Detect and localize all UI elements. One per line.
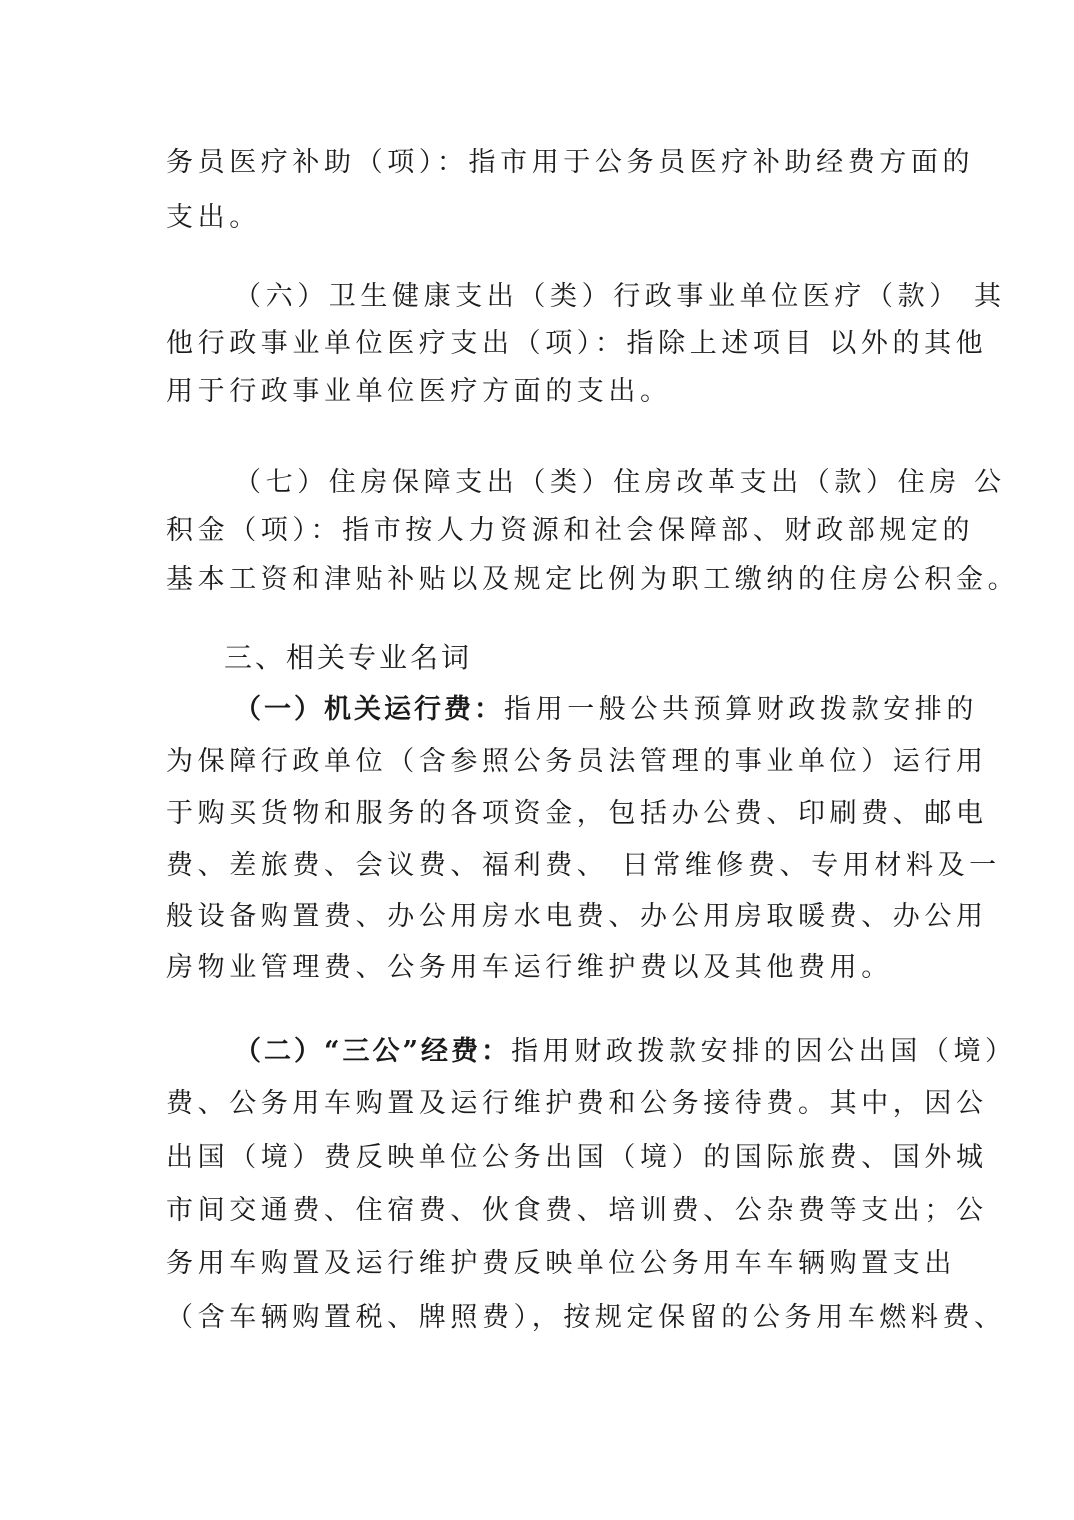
item-one-first-text: 指用一般公共预算财政拨款安排的 [504, 694, 978, 725]
paragraph-line: 务员医疗补助（项）：指市用于公务员医疗补助经费方面的 [166, 147, 975, 178]
item-two-label: （二）“三公”经费： [234, 1036, 512, 1067]
paragraph-line: 用于行政事业单位医疗方面的支出。 [166, 376, 672, 407]
paragraph-line: （七）住房保障支出（类）住房改革支出（款）住房 公 [234, 467, 1006, 498]
paragraph-line: 房物业管理费、公务用车运行维护费以及其他费用。 [166, 952, 893, 983]
paragraph-line: 他行政事业单位医疗支出（项）：指除上述项目 以外的其他 [166, 328, 988, 359]
paragraph-line: 基本工资和津贴补贴以及规定比例为职工缴纳的住房公积金。 [166, 564, 1020, 595]
item-two-first-text: 指用财政拨款安排的因公出国（境） [511, 1036, 1017, 1067]
paragraph-line: 为保障行政单位（含参照公务员法管理的事业单位）运行用 [166, 746, 988, 777]
section-heading: 三、相关专业名词 [224, 641, 473, 674]
paragraph-line: 般设备购置费、办公用房水电费、办公用房取暖费、办公用 [166, 901, 988, 932]
paragraph-line: 出国（境）费反映单位公务出国（境）的国际旅费、国外城 [166, 1142, 988, 1173]
paragraph-line: 务用车购置及运行维护费反映单位公务用车车辆购置支出 [166, 1248, 956, 1279]
paragraph-line: 积金（项）：指市按人力资源和社会保障部、财政部规定的 [166, 515, 975, 546]
item-two-first-line [234, 1035, 1017, 1069]
paragraph-line: 市间交通费、住宿费、伙食费、培训费、公杂费等支出；公 [166, 1195, 988, 1226]
paragraph-line: 费、差旅费、会议费、福利费、 日常维修费、专用材料及一 [166, 850, 1001, 881]
paragraph-line: （含车辆购置税、牌照费），按规定保留的公务用车燃料费、 [166, 1302, 1006, 1333]
item-one-first-line [234, 693, 978, 727]
paragraph-line: 费、公务用车购置及运行维护费和公务接待费。其中，因公 [166, 1088, 988, 1119]
item-one-label: （一）机关运行费： [234, 694, 504, 725]
paragraph-line: 支出。 [166, 202, 261, 233]
paragraph-line: （六）卫生健康支出（类）行政事业单位医疗（款） 其 [234, 281, 1006, 312]
paragraph-line: 于购买货物和服务的各项资金，包括办公费、印刷费、邮电 [166, 798, 988, 829]
